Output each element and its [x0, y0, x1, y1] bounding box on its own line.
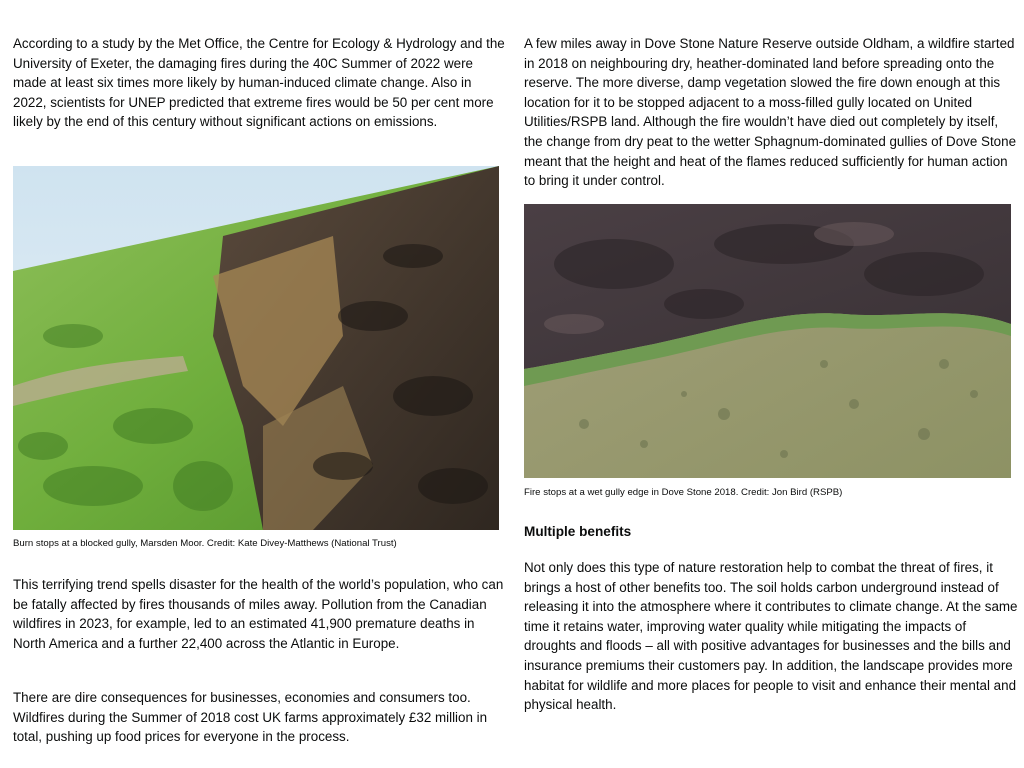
- benefits-paragraph: Not only does this type of nature restoration help to combat the threat of fires, it brings a host of other benefits too. The soil holds carbon underground instead of releasing it into the atmosphere where it contributes to climate change. At the same time it retains water, improving water quality while mitigating the impacts of droughts and floods – all with positive advantages for businesses and the bills and insurance premiums their customers pay. In addition, the landscape provides more habitat for wildlife and more places for people to visit and enhance their mental and physical health.: [524, 560, 1018, 713]
- intro-paragraph: According to a study by the Met Office, the Centre for Ecology & Hydrology and the University of Exeter, the damaging fires during the 40C Summer of 2022 were made at least six times more likely by human-induced climate change. Also in 2022, scientists for UNEP predicted that extreme fires would be 50 per cent more likely by the end of this century without significant actions on emissions.: [13, 36, 505, 130]
- health-paragraph: This terrifying trend spells disaster for the health of the world’s population, who can be fatally affected by fires thousands of miles away. Pollution from the Canadian wildfires in 2023, for example, led to an estimated 41,900 premature deaths in North America and a further 22,400 across the Atlantic in Europe.: [13, 577, 504, 651]
- business-paragraph: There are dire consequences for businesses, economies and consumers too. Wildfires during the Summer of 2018 cost UK farms approximately £32 million in total, pushing up food prices for everyone in the process.: [13, 690, 488, 745]
- multiple-benefits-heading: Multiple benefits: [524, 524, 632, 539]
- image-caption-marsden: Burn stops at a blocked gully, Marsden Moor. Credit: Kate Divey-Matthews (National Trust): [13, 538, 397, 549]
- marsden-moor-burn-photo: [13, 166, 499, 530]
- image-caption-dove-stone: Fire stops at a wet gully edge in Dove Stone 2018. Credit: Jon Bird (RSPB): [524, 487, 843, 498]
- dove-stone-paragraph: A few miles away in Dove Stone Nature Reserve outside Oldham, a wildfire started in 2018 on neighbouring dry, heather-dominated land before spreading onto the reserve. The more diverse, damp vegetation slowed the fire down enough at this location for it to be stopped adjacent to a moss-filled gully located on United Utilities/RSPB land. Although the fire wouldn’t have died out completely by itself, the change from dry peat to the wetter Sphagnum-dominated gullies of Dove Stone meant that the height and heat of the flames reduced sufficiently for human action to bring it under control.: [524, 36, 1017, 189]
- dove-stone-aerial-photo: [524, 204, 1011, 478]
